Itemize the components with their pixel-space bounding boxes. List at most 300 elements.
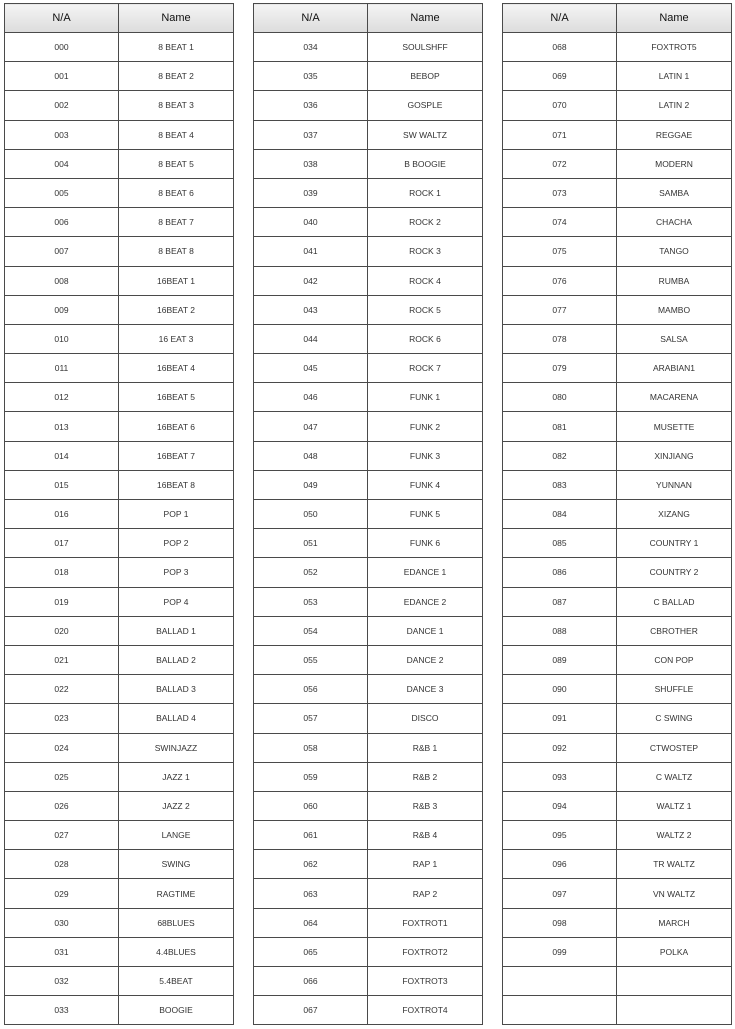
style-number-cell: 080 — [503, 383, 617, 412]
style-number-cell: 056 — [254, 675, 368, 704]
style-name-cell: 16BEAT 4 — [119, 354, 234, 383]
style-number-cell: 041 — [254, 237, 368, 266]
table-row — [254, 762, 483, 791]
table-row — [5, 645, 234, 674]
style-name-cell: 16BEAT 2 — [119, 295, 234, 324]
style-number-cell: 027 — [5, 821, 119, 850]
style-number-cell: 021 — [5, 645, 119, 674]
style-name-cell: 16BEAT 1 — [119, 266, 234, 295]
style-number-cell: 038 — [254, 149, 368, 178]
style-name-cell: MUSETTE — [617, 412, 732, 441]
table-row — [254, 295, 483, 324]
table-row — [503, 412, 732, 441]
table-row — [503, 62, 732, 91]
style-name-cell: FOXTROT1 — [368, 908, 483, 937]
table-row — [5, 675, 234, 704]
table-row — [5, 62, 234, 91]
style-number-cell: 092 — [503, 733, 617, 762]
table-row — [503, 295, 732, 324]
table-row — [5, 295, 234, 324]
style-number-cell: 058 — [254, 733, 368, 762]
table-row — [254, 237, 483, 266]
table-row — [503, 616, 732, 645]
style-name-cell: BALLAD 1 — [119, 616, 234, 645]
table-row — [5, 879, 234, 908]
style-number-cell: 055 — [254, 645, 368, 674]
style-number-cell: 087 — [503, 587, 617, 616]
table-row — [254, 529, 483, 558]
style-number-cell: 006 — [5, 208, 119, 237]
style-name-cell: ROCK 6 — [368, 324, 483, 353]
style-name-cell: 8 BEAT 6 — [119, 178, 234, 207]
style-name-cell: C WALTZ — [617, 762, 732, 791]
style-name-cell: XIZANG — [617, 500, 732, 529]
style-number-cell: 034 — [254, 33, 368, 62]
table-row — [5, 178, 234, 207]
column-header-name: Name — [617, 4, 732, 33]
table-row — [5, 412, 234, 441]
table-row — [503, 237, 732, 266]
style-name-cell: EDANCE 1 — [368, 558, 483, 587]
style-name-cell: CHACHA — [617, 208, 732, 237]
style-name-cell: FUNK 1 — [368, 383, 483, 412]
style-name-cell: BOOGIE — [119, 996, 234, 1025]
table-row — [254, 470, 483, 499]
style-number-cell: 063 — [254, 879, 368, 908]
table-row — [254, 616, 483, 645]
style-number-cell: 007 — [5, 237, 119, 266]
table-header-row — [5, 4, 234, 33]
table-row — [5, 383, 234, 412]
style-number-cell: 003 — [5, 120, 119, 149]
table-row — [5, 237, 234, 266]
style-number-cell: 037 — [254, 120, 368, 149]
style-name-cell: FOXTROT4 — [368, 996, 483, 1025]
style-number-cell: 030 — [5, 908, 119, 937]
style-number-cell: 085 — [503, 529, 617, 558]
style-name-cell: YUNNAN — [617, 470, 732, 499]
style-name-cell: EDANCE 2 — [368, 587, 483, 616]
table-row — [254, 587, 483, 616]
table-row — [254, 354, 483, 383]
table-row — [5, 354, 234, 383]
style-name-cell: 16BEAT 8 — [119, 470, 234, 499]
style-number-cell: 081 — [503, 412, 617, 441]
style-number-cell: 093 — [503, 762, 617, 791]
style-name-cell: B BOOGIE — [368, 149, 483, 178]
style-name-cell: FUNK 6 — [368, 529, 483, 558]
table-row — [503, 879, 732, 908]
style-number-cell: 043 — [254, 295, 368, 324]
table-row — [254, 733, 483, 762]
style-number-cell: 096 — [503, 850, 617, 879]
style-name-cell: 8 BEAT 4 — [119, 120, 234, 149]
table-row — [5, 500, 234, 529]
style-name-cell: BALLAD 2 — [119, 645, 234, 674]
style-number-cell: 062 — [254, 850, 368, 879]
style-number-cell: 028 — [5, 850, 119, 879]
style-name-cell: 8 BEAT 2 — [119, 62, 234, 91]
style-number-cell: 004 — [5, 149, 119, 178]
column-header-name: Name — [368, 4, 483, 33]
style-name-cell: SWINJAZZ — [119, 733, 234, 762]
column-header-number: N/A — [5, 4, 119, 33]
style-name-cell: BEBOP — [368, 62, 483, 91]
style-name-cell: POLKA — [617, 937, 732, 966]
style-number-cell: 078 — [503, 324, 617, 353]
style-name-cell: GOSPLE — [368, 91, 483, 120]
style-number-cell: 031 — [5, 937, 119, 966]
style-number-cell: 035 — [254, 62, 368, 91]
style-table-1 — [4, 3, 234, 1025]
style-number-cell: 094 — [503, 791, 617, 820]
style-name-cell: CTWOSTEP — [617, 733, 732, 762]
table-row — [503, 178, 732, 207]
style-number-cell: 070 — [503, 91, 617, 120]
style-number-cell: 009 — [5, 295, 119, 324]
style-name-cell: POP 3 — [119, 558, 234, 587]
style-number-cell: 010 — [5, 324, 119, 353]
table-row — [254, 120, 483, 149]
table-row — [503, 675, 732, 704]
style-name-cell: POP 2 — [119, 529, 234, 558]
style-number-cell: 019 — [5, 587, 119, 616]
style-name-cell: TR WALTZ — [617, 850, 732, 879]
style-name-cell: 8 BEAT 5 — [119, 149, 234, 178]
style-name-cell: ROCK 2 — [368, 208, 483, 237]
style-number-cell: 025 — [5, 762, 119, 791]
table-row — [5, 850, 234, 879]
table-row — [5, 120, 234, 149]
table-header-row — [254, 4, 483, 33]
style-number-cell: 048 — [254, 441, 368, 470]
style-number-cell: 033 — [5, 996, 119, 1025]
table-row — [5, 266, 234, 295]
style-name-cell: LATIN 2 — [617, 91, 732, 120]
style-number-cell: 053 — [254, 587, 368, 616]
table-row — [5, 33, 234, 62]
style-number-cell: 098 — [503, 908, 617, 937]
style-name-cell: R&B 4 — [368, 821, 483, 850]
column-header-number: N/A — [503, 4, 617, 33]
table-row — [254, 967, 483, 996]
table-row — [503, 645, 732, 674]
style-name-cell: 4.4BLUES — [119, 937, 234, 966]
table-row — [503, 967, 732, 996]
style-number-cell: 052 — [254, 558, 368, 587]
style-name-cell: SAMBA — [617, 178, 732, 207]
style-name-cell: REGGAE — [617, 120, 732, 149]
style-name-cell: RAP 2 — [368, 879, 483, 908]
table-row — [503, 529, 732, 558]
table-row — [503, 441, 732, 470]
style-number-cell: 008 — [5, 266, 119, 295]
style-number-cell: 076 — [503, 266, 617, 295]
style-number-cell: 079 — [503, 354, 617, 383]
style-number-cell: 001 — [5, 62, 119, 91]
style-number-cell: 067 — [254, 996, 368, 1025]
style-name-cell: FUNK 2 — [368, 412, 483, 441]
style-table-2 — [253, 3, 483, 1025]
style-number-cell: 082 — [503, 441, 617, 470]
table-row — [5, 529, 234, 558]
style-name-cell: RAGTIME — [119, 879, 234, 908]
column-header-number: N/A — [254, 4, 368, 33]
style-number-cell: 072 — [503, 149, 617, 178]
style-name-cell: WALTZ 1 — [617, 791, 732, 820]
table-row — [5, 324, 234, 353]
style-name-cell: CON POP — [617, 645, 732, 674]
table-row — [503, 704, 732, 733]
style-name-cell: FOXTROT2 — [368, 937, 483, 966]
style-name-cell: FUNK 4 — [368, 470, 483, 499]
table-row — [5, 908, 234, 937]
style-name-cell: R&B 2 — [368, 762, 483, 791]
style-name-cell: COUNTRY 2 — [617, 558, 732, 587]
table-row — [254, 821, 483, 850]
style-number-cell: 017 — [5, 529, 119, 558]
table-row — [503, 354, 732, 383]
style-number-cell: 084 — [503, 500, 617, 529]
table-row — [5, 587, 234, 616]
style-name-cell: ROCK 7 — [368, 354, 483, 383]
style-number-cell: 068 — [503, 33, 617, 62]
table-row — [503, 91, 732, 120]
style-number-cell — [503, 967, 617, 996]
table-row — [503, 149, 732, 178]
table-body — [503, 33, 732, 1025]
table-row — [254, 178, 483, 207]
style-number-cell: 016 — [5, 500, 119, 529]
style-name-cell: SOULSHFF — [368, 33, 483, 62]
table-body — [5, 33, 234, 1025]
table-row — [254, 791, 483, 820]
style-number-cell: 012 — [5, 383, 119, 412]
style-name-cell: FOXTROT3 — [368, 967, 483, 996]
style-number-cell: 061 — [254, 821, 368, 850]
table-row — [254, 996, 483, 1025]
style-number-cell: 018 — [5, 558, 119, 587]
style-number-cell: 074 — [503, 208, 617, 237]
table-row — [254, 91, 483, 120]
table-row — [503, 324, 732, 353]
table-row — [503, 762, 732, 791]
style-number-cell: 077 — [503, 295, 617, 324]
table-row — [5, 996, 234, 1025]
style-number-cell: 054 — [254, 616, 368, 645]
table-row — [5, 821, 234, 850]
style-name-cell: ROCK 5 — [368, 295, 483, 324]
table-row — [503, 996, 732, 1025]
style-number-cell: 020 — [5, 616, 119, 645]
style-number-cell: 071 — [503, 120, 617, 149]
style-name-cell: 5.4BEAT — [119, 967, 234, 996]
style-number-cell: 014 — [5, 441, 119, 470]
style-number-cell: 036 — [254, 91, 368, 120]
style-name-cell: 8 BEAT 8 — [119, 237, 234, 266]
style-number-cell: 011 — [5, 354, 119, 383]
table-row — [503, 733, 732, 762]
style-number-cell: 066 — [254, 967, 368, 996]
style-number-cell: 029 — [5, 879, 119, 908]
style-name-cell: ROCK 4 — [368, 266, 483, 295]
table-row — [5, 91, 234, 120]
style-number-cell: 044 — [254, 324, 368, 353]
style-number-cell: 013 — [5, 412, 119, 441]
table-row — [254, 879, 483, 908]
style-number-cell: 065 — [254, 937, 368, 966]
style-name-cell: 8 BEAT 1 — [119, 33, 234, 62]
style-name-cell — [617, 996, 732, 1025]
style-name-cell: CBROTHER — [617, 616, 732, 645]
table-row — [503, 470, 732, 499]
style-number-cell: 046 — [254, 383, 368, 412]
style-name-cell: MAMBO — [617, 295, 732, 324]
table-row — [254, 675, 483, 704]
style-number-cell: 091 — [503, 704, 617, 733]
table-row — [254, 937, 483, 966]
style-number-cell: 002 — [5, 91, 119, 120]
table-row — [503, 821, 732, 850]
table-row — [254, 558, 483, 587]
style-number-cell: 099 — [503, 937, 617, 966]
style-number-cell: 026 — [5, 791, 119, 820]
table-row — [254, 62, 483, 91]
table-row — [5, 791, 234, 820]
table-row — [254, 704, 483, 733]
style-number-cell: 086 — [503, 558, 617, 587]
table-row — [5, 937, 234, 966]
style-number-cell: 075 — [503, 237, 617, 266]
style-number-cell: 073 — [503, 178, 617, 207]
style-name-cell: SHUFFLE — [617, 675, 732, 704]
table-row — [503, 500, 732, 529]
style-number-cell: 005 — [5, 178, 119, 207]
column-header-name: Name — [119, 4, 234, 33]
style-name-cell: LANGE — [119, 821, 234, 850]
style-number-cell: 060 — [254, 791, 368, 820]
style-name-cell: SALSA — [617, 324, 732, 353]
table-row — [5, 616, 234, 645]
table-row — [5, 762, 234, 791]
style-number-cell: 089 — [503, 645, 617, 674]
style-name-cell: R&B 1 — [368, 733, 483, 762]
table-row — [5, 470, 234, 499]
style-name-cell: MACARENA — [617, 383, 732, 412]
style-number-cell: 097 — [503, 879, 617, 908]
style-number-cell — [503, 996, 617, 1025]
style-name-cell: RAP 1 — [368, 850, 483, 879]
style-number-cell: 032 — [5, 967, 119, 996]
style-table-3 — [502, 3, 732, 1025]
style-number-cell: 042 — [254, 266, 368, 295]
style-name-cell: DANCE 1 — [368, 616, 483, 645]
style-number-cell: 069 — [503, 62, 617, 91]
style-name-cell: JAZZ 2 — [119, 791, 234, 820]
style-number-cell: 095 — [503, 821, 617, 850]
table-row — [254, 908, 483, 937]
table-row — [254, 383, 483, 412]
style-name-cell: VN WALTZ — [617, 879, 732, 908]
style-name-cell: ROCK 1 — [368, 178, 483, 207]
style-name-cell: MODERN — [617, 149, 732, 178]
style-number-cell: 064 — [254, 908, 368, 937]
style-number-cell: 051 — [254, 529, 368, 558]
table-row — [503, 850, 732, 879]
table-row — [503, 937, 732, 966]
style-number-cell: 023 — [5, 704, 119, 733]
style-number-cell: 088 — [503, 616, 617, 645]
table-row — [5, 558, 234, 587]
style-name-cell: SWING — [119, 850, 234, 879]
style-name-cell: BALLAD 4 — [119, 704, 234, 733]
style-name-cell: C BALLAD — [617, 587, 732, 616]
style-name-cell: FUNK 5 — [368, 500, 483, 529]
style-number-cell: 024 — [5, 733, 119, 762]
table-row — [5, 967, 234, 996]
table-row — [254, 645, 483, 674]
style-name-cell: FOXTROT5 — [617, 33, 732, 62]
style-number-cell: 015 — [5, 470, 119, 499]
table-row — [254, 149, 483, 178]
style-name-cell: ARABIAN1 — [617, 354, 732, 383]
style-name-cell: 16BEAT 6 — [119, 412, 234, 441]
style-name-cell: 16BEAT 5 — [119, 383, 234, 412]
style-name-cell — [617, 967, 732, 996]
style-name-cell: MARCH — [617, 908, 732, 937]
table-row — [254, 500, 483, 529]
style-name-cell: SW WALTZ — [368, 120, 483, 149]
table-row — [503, 33, 732, 62]
table-row — [254, 208, 483, 237]
style-name-cell: C SWING — [617, 704, 732, 733]
style-name-cell: 68BLUES — [119, 908, 234, 937]
style-name-cell: RUMBA — [617, 266, 732, 295]
table-row — [254, 33, 483, 62]
table-row — [254, 412, 483, 441]
style-name-cell: R&B 3 — [368, 791, 483, 820]
table-row — [503, 266, 732, 295]
style-number-cell: 000 — [5, 33, 119, 62]
style-name-cell: POP 4 — [119, 587, 234, 616]
style-name-cell: BALLAD 3 — [119, 675, 234, 704]
table-row — [503, 587, 732, 616]
style-name-cell: WALTZ 2 — [617, 821, 732, 850]
style-name-cell: FUNK 3 — [368, 441, 483, 470]
table-row — [503, 208, 732, 237]
style-name-cell: 8 BEAT 7 — [119, 208, 234, 237]
style-name-cell: 16 EAT 3 — [119, 324, 234, 353]
table-row — [254, 266, 483, 295]
style-number-cell: 083 — [503, 470, 617, 499]
style-name-cell: XINJIANG — [617, 441, 732, 470]
table-row — [5, 208, 234, 237]
style-name-cell: COUNTRY 1 — [617, 529, 732, 558]
style-name-cell: DISCO — [368, 704, 483, 733]
style-number-cell: 039 — [254, 178, 368, 207]
table-row — [503, 908, 732, 937]
style-name-cell: LATIN 1 — [617, 62, 732, 91]
style-name-cell: 16BEAT 7 — [119, 441, 234, 470]
style-number-cell: 090 — [503, 675, 617, 704]
style-name-cell: POP 1 — [119, 500, 234, 529]
style-number-cell: 059 — [254, 762, 368, 791]
table-header-row — [503, 4, 732, 33]
table-row — [5, 733, 234, 762]
table-row — [503, 383, 732, 412]
table-row — [254, 850, 483, 879]
table-row — [5, 441, 234, 470]
